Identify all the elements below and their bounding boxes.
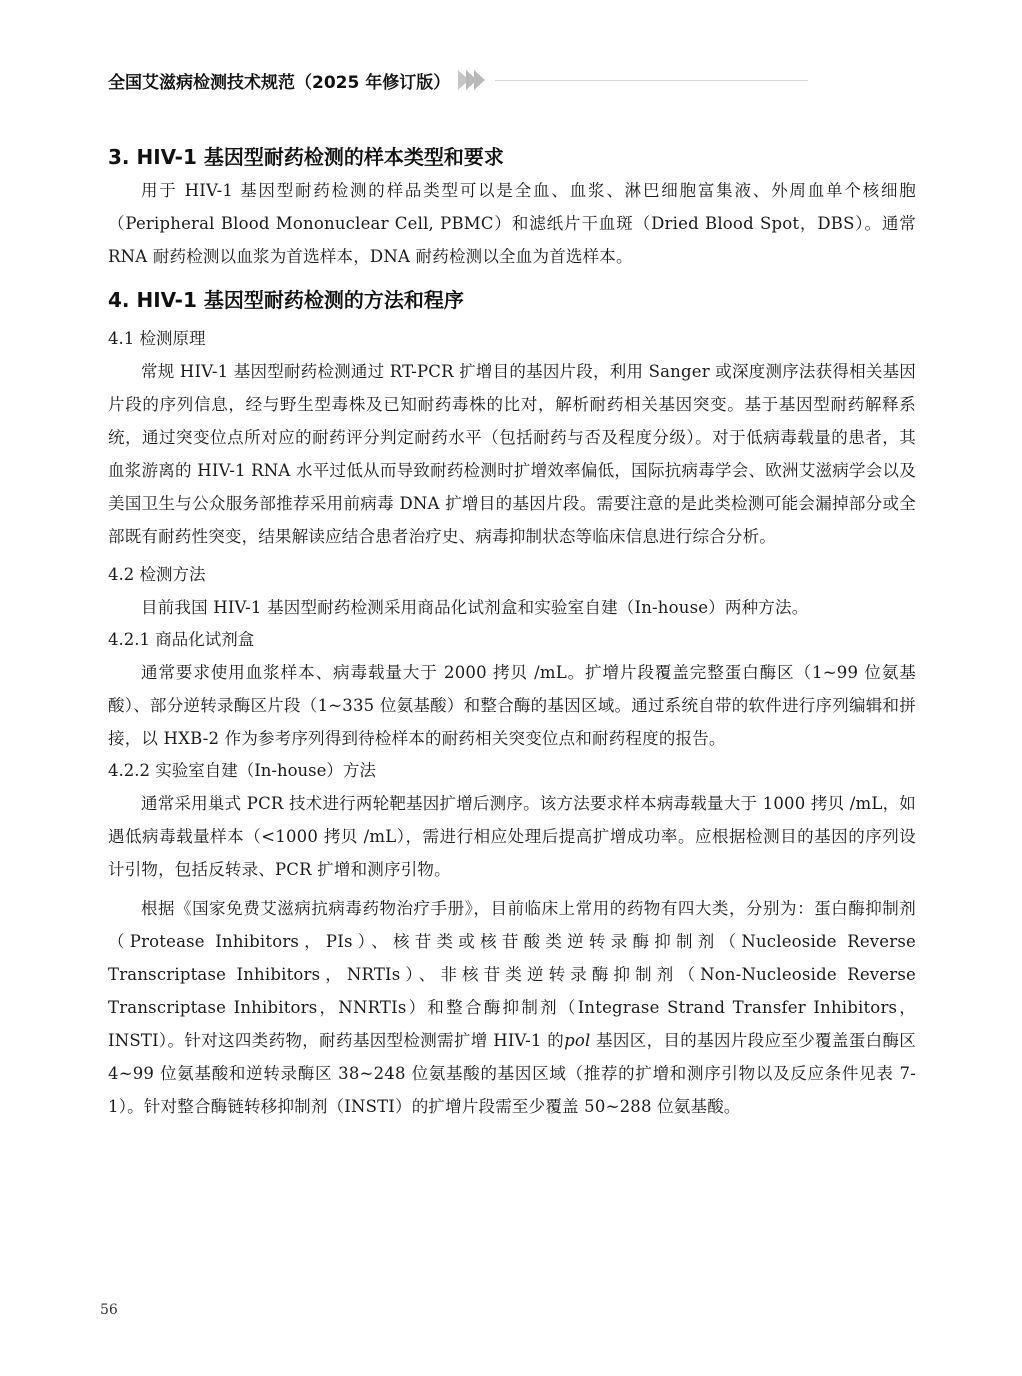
chevron-right-icon — [458, 70, 485, 90]
section-3-heading: 3. HIV-1 基因型耐药检测的样本类型和要求 — [108, 145, 504, 169]
subsection-4-2-2-paragraph-2 — [108, 892, 916, 1123]
subsection-4-2-1-paragraph: 通常要求使用血浆样本、病毒载量大于 2000 拷贝 /mL。扩增片段覆盖完整蛋白酶区（1~99 位氨基酸）、部分逆转录酶区片段（1~335 位氨基酸）和整合酶的基因区域。通过系统自带的软件进行序列编辑和拼接，以 HXB-2 作为参考序列得到待检样本的耐药相关突变位点和耐药程度的报告。 — [108, 663, 916, 748]
running-header — [108, 62, 808, 98]
page-content — [108, 140, 916, 1123]
header-rule — [495, 80, 808, 81]
section-4-heading: 4. HIV-1 基因型耐药检测的方法和程序 — [108, 288, 464, 312]
subsection-4-2-2-label: 4.2.2 实验室自建（In-house）方法 — [108, 761, 376, 780]
section-3-paragraph: 用于 HIV-1 基因型耐药检测的样品类型可以是全血、血浆、淋巴细胞富集液、外周血单个核细胞（Peripheral Blood Mononuclear Cell, PBMC）和滤纸片干血斑（Dried Blood Spot，DBS）。通常 RNA 耐药检测以血浆为首选样本，DNA 耐药检测以全血为首选样本。 — [108, 181, 916, 266]
subsection-4-1-label: 4.1 检测原理 — [108, 329, 206, 348]
subsection-4-2-2-paragraph-1: 通常采用巢式 PCR 技术进行两轮靶基因扩增后测序。该方法要求样本病毒载量大于 1000 拷贝 /mL，如遇低病毒载量样本（<1000 拷贝 /mL），需进行相应处理后提高扩增成功率。应根据检测目的基因的序列设计引物，包括反转录、PCR 扩增和测序引物。 — [108, 794, 916, 879]
drug-classes-text: 根据《国家免费艾滋病抗病毒药物治疗手册》，目前临床上常用的药物有四大类，分别为：蛋白酶抑制剂（Protease Inhibitors，PIs）、核苷类或核苷酸类逆转录酶抑制剂（Nucleoside Reverse Transcriptase Inhibitors，NRTIs）、非核苷类逆转录酶抑制剂（Non-Nucleoside Reverse Transcriptase Inhibitors，NNRTIs）和整合酶抑制剂（Integrase Strand Transfer Inhibitors，INSTI）。针对这四类药物，耐药基因型检测需扩增 HIV-1 的 — [108, 899, 916, 1050]
subsection-4-1-paragraph: 常规 HIV-1 基因型耐药检测通过 RT-PCR 扩增目的基因片段，利用 Sanger 或深度测序法获得相关基因片段的序列信息，经与野生型毒株及已知耐药毒株的比对，解析耐药相关基因突变。基于基因型耐药解释系统，通过突变位点所对应的耐药评分判定耐药水平（包括耐药与否及程度分级）。对于低病毒载量的患者，其血浆游离的 HIV-1 RNA 水平过低从而导致耐药检测时扩增效率偏低，国际抗病毒学会、欧洲艾滋病学会以及美国卫生与公众服务部推荐采用前病毒 DNA 扩增目的基因片段。需要注意的是此类检测可能会漏掉部分或全部既有耐药性突变，结果解读应结合患者治疗史、病毒抑制状态等临床信息进行综合分析。 — [108, 362, 916, 546]
target-region-text: 基因区，目的基因片段应至少覆盖蛋白酶区 4~99 位氨基酸和逆转录酶区 38~248 位氨基酸的基因区域（推荐的扩增和测序引物以及反应条件见表 7-1）。针对整合酶链转移抑制剂（INSTI）的扩增片段需至少覆盖 50~288 位氨基酸。 — [108, 1031, 916, 1116]
running-header-title: 全国艾滋病检测技术规范（2025 年修订版） — [108, 72, 451, 93]
pol-gene-name: pol — [564, 1031, 591, 1050]
subsection-4-2-paragraph: 目前我国 HIV-1 基因型耐药检测采用商品化试剂盒和实验室自建（In-house）两种方法。 — [141, 598, 809, 617]
subsection-4-2-1-label: 4.2.1 商品化试剂盒 — [108, 630, 255, 649]
subsection-4-2-label: 4.2 检测方法 — [108, 565, 206, 584]
page-number: 56 — [100, 1302, 118, 1318]
